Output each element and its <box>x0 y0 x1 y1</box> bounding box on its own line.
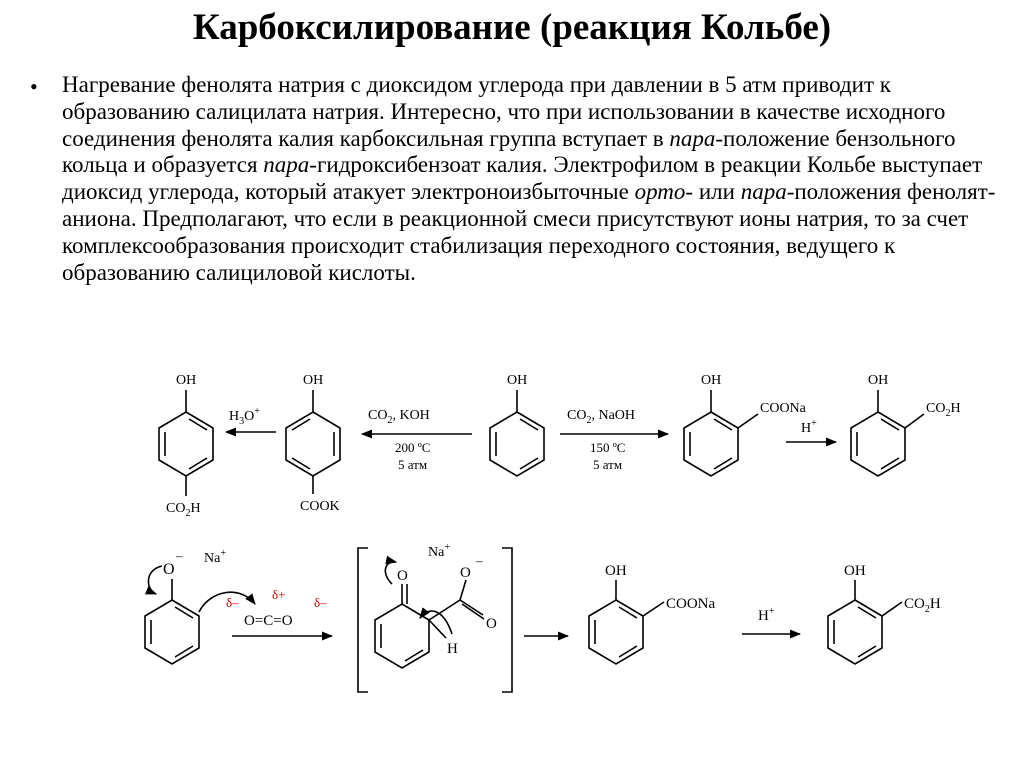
reagent-co2-koh: $CO_2$, KOH <box>368 408 430 426</box>
phenol-structure <box>490 373 544 476</box>
carboxylate-oxygen-label: O <box>460 565 471 581</box>
paragraph-italic-term: пара <box>669 125 716 151</box>
paragraph-italic-term: пара <box>263 152 310 178</box>
reagent-co2-naoh: $CO_2$, NaOH <box>567 408 635 426</box>
paragraph-text: - или <box>685 179 741 205</box>
partial-positive-charge: δ+ <box>272 587 286 602</box>
electron-pushing-arrow <box>420 611 452 634</box>
bullet-marker: • <box>30 74 38 99</box>
temperature-right: 150 ºC <box>590 440 626 455</box>
coona-label: COONa <box>760 401 806 416</box>
coona-label: COONa <box>666 596 716 612</box>
paragraph-italic-term: орто <box>634 179 686 205</box>
electron-pushing-arrow <box>385 562 396 584</box>
sodium-cation: Na+ <box>204 548 226 566</box>
cook-label: COOK <box>300 499 340 514</box>
pressure-left: 5 атм <box>398 457 428 472</box>
partial-negative-charge: δ– <box>314 595 327 610</box>
hydroxyl-label: OH <box>605 563 627 579</box>
paragraph-text: Нагревание фенолята натрия с диоксидом углерода при давлении в 5 атм приводит к образованию салицилата натрия. Интересно, что при использовании в качестве исходного соединения фенолята калия карбоксильная группа вступает в <box>62 72 946 151</box>
hydroxyl-label: OH <box>507 373 528 388</box>
carboxyl-label: $CO_2H$ <box>166 501 201 519</box>
hydroxyl-label: OH <box>844 563 866 579</box>
partial-negative-charge: δ– <box>226 595 239 610</box>
paragraph-italic-term: пара <box>740 179 787 205</box>
carboxyl-label: $CO_2H$ <box>926 401 961 419</box>
potassium-para-hydroxybenzoate-structure <box>286 373 340 514</box>
paragraph-text: -положения фенолят-аниона. Предполагают, что если в реакционной смеси присутствуют ионы натрия, то за счет комплексообразования происходит стабилизация переходного состояния, ведущего к образованию салициловой кислоты. <box>62 179 996 285</box>
acid-reagent: H+ <box>758 606 775 624</box>
hydrogen-label: H <box>447 641 458 657</box>
carbon-dioxide-label: O=C=O <box>244 613 293 629</box>
salicylic-acid-structure <box>828 563 941 664</box>
scheme-row-1 <box>159 373 961 519</box>
paragraph-text: -положение бензольного кольца и образуется <box>62 125 956 178</box>
sigma-complex-intermediate <box>358 542 512 692</box>
paragraph-text: -гидроксибензоат калия. Электрофилом в реакции Кольбе выступает диоксид углерода, который атакует электроноизбыточные <box>62 152 983 205</box>
carboxylate-oxygen-label: O <box>486 616 497 632</box>
negative-charge: – <box>176 548 183 563</box>
electron-pushing-arrow <box>148 566 162 594</box>
pressure-right: 5 атм <box>593 457 623 472</box>
salicylic-acid-structure <box>851 373 961 476</box>
hydroxyl-label: OH <box>701 373 722 388</box>
carboxyl-label: $CO_2H$ <box>904 596 941 615</box>
acid-reagent: H+ <box>801 418 817 436</box>
hydronium-reagent: $H_3O^+$ <box>229 406 260 427</box>
sodium-salicylate-structure <box>684 373 807 476</box>
ketone-oxygen-label: O <box>397 568 408 584</box>
sodium-cation: Na+ <box>428 542 450 560</box>
hydroxyl-label: OH <box>176 373 197 388</box>
sodium-salicylate-structure <box>589 563 716 664</box>
para-hydroxybenzoic-acid-structure <box>159 373 213 519</box>
scheme-row-2-mechanism <box>145 542 941 692</box>
slide-title: Карбоксилирование (реакция Кольбе) <box>192 7 832 48</box>
temperature-left: 200 ºC <box>395 440 431 455</box>
oxygen-label: O <box>163 561 175 578</box>
negative-charge: – <box>476 553 483 568</box>
hydroxyl-label: OH <box>303 373 324 388</box>
hydroxyl-label: OH <box>868 373 889 388</box>
